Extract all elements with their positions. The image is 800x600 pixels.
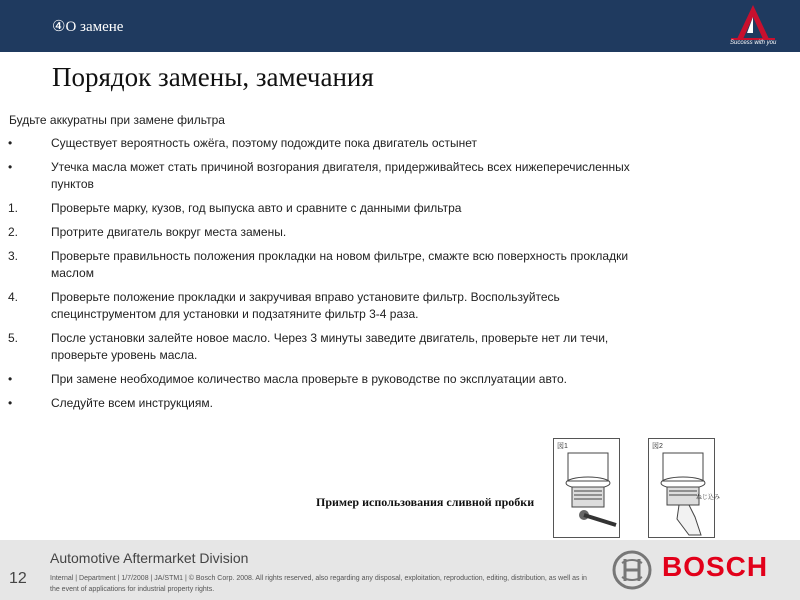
list-item-text: При замене необходимое количество масла проверьте в руководстве по эксплуатации авто. [51, 372, 567, 386]
list-item-text: Следуйте всем инструкциям. [51, 396, 213, 410]
figure-caption: Пример использования сливной пробки [316, 495, 535, 509]
intro-text: Будьте аккуратны при замене фильтра [9, 113, 225, 127]
figure-label: 図2 [652, 443, 663, 450]
list-item [8, 248, 728, 282]
oil-filter-hand-illustration-icon [649, 439, 721, 539]
figure-2 [648, 438, 721, 538]
list-item [8, 135, 728, 152]
list-marker: • [8, 160, 13, 174]
list-item [8, 395, 728, 412]
figure-note: ねじ込み [696, 495, 721, 501]
oil-filter-wrench-illustration-icon [554, 439, 621, 539]
list-item [8, 200, 728, 217]
list-item-text: Протрите двигатель вокруг места замены. [51, 225, 287, 239]
bosch-armature-icon [611, 549, 653, 591]
figure-1 [553, 438, 620, 538]
list-item-text: После установки залейте новое масло. Через 3 минуты заведите двигатель, проверьте нет ли течи, проверьте уровень масла. [51, 331, 609, 362]
list-marker: • [8, 396, 13, 410]
list-item-text: Проверьте положение прокладки и закручивая вправо установите фильтр. Воспользуйтесь специнструментом для установки и подзатяните фильтр 3-4 раза. [51, 290, 560, 321]
list-marker: 5. [8, 331, 19, 345]
page-title: Порядок замены, замечания [52, 62, 374, 92]
list-marker: 3. [8, 249, 19, 263]
list-item [8, 224, 728, 241]
logo-tagline: Success with you [730, 40, 777, 46]
list-item-text: Существует вероятность ожёга, поэтому подождите пока двигатель остынет [51, 136, 478, 150]
list-marker: • [8, 372, 13, 386]
list-marker: 4. [8, 290, 19, 304]
page-number: 12 [9, 570, 27, 587]
list-item [8, 371, 728, 388]
header-band [0, 0, 800, 52]
list-item [8, 330, 728, 364]
list-item [8, 159, 728, 193]
division-name: Automotive Aftermarket Division [50, 550, 249, 566]
list-marker: • [8, 136, 13, 150]
instruction-list [8, 135, 728, 412]
section-title: ④О замене [52, 19, 124, 35]
list-item-text: Утечка масла может стать причиной возгорания двигателя, придерживайтесь всех нижеперечисленных пунктов [51, 160, 630, 191]
list-marker: 1. [8, 201, 19, 215]
bosch-logo-text: BOSCH [662, 551, 769, 582]
figure-label: 図1 [557, 443, 568, 450]
list-item-text: Проверьте марку, кузов, год выпуска авто и сравните с данными фильтра [51, 201, 462, 215]
list-item-text: Проверьте правильность положения прокладки на новом фильтре, смажте всю поверхность прокладки маслом [51, 249, 629, 280]
list-marker: 2. [8, 225, 19, 239]
list-item [8, 289, 728, 323]
legal-notice: Internal | Department | 1/7/2008 | JA/STM1 | © Bosch Corp. 2008. All rights reserved, also regarding any disposal, exploitation, reproduction, editing, distribution, as well as in the event of applications for industrial property rights. [50, 575, 587, 593]
